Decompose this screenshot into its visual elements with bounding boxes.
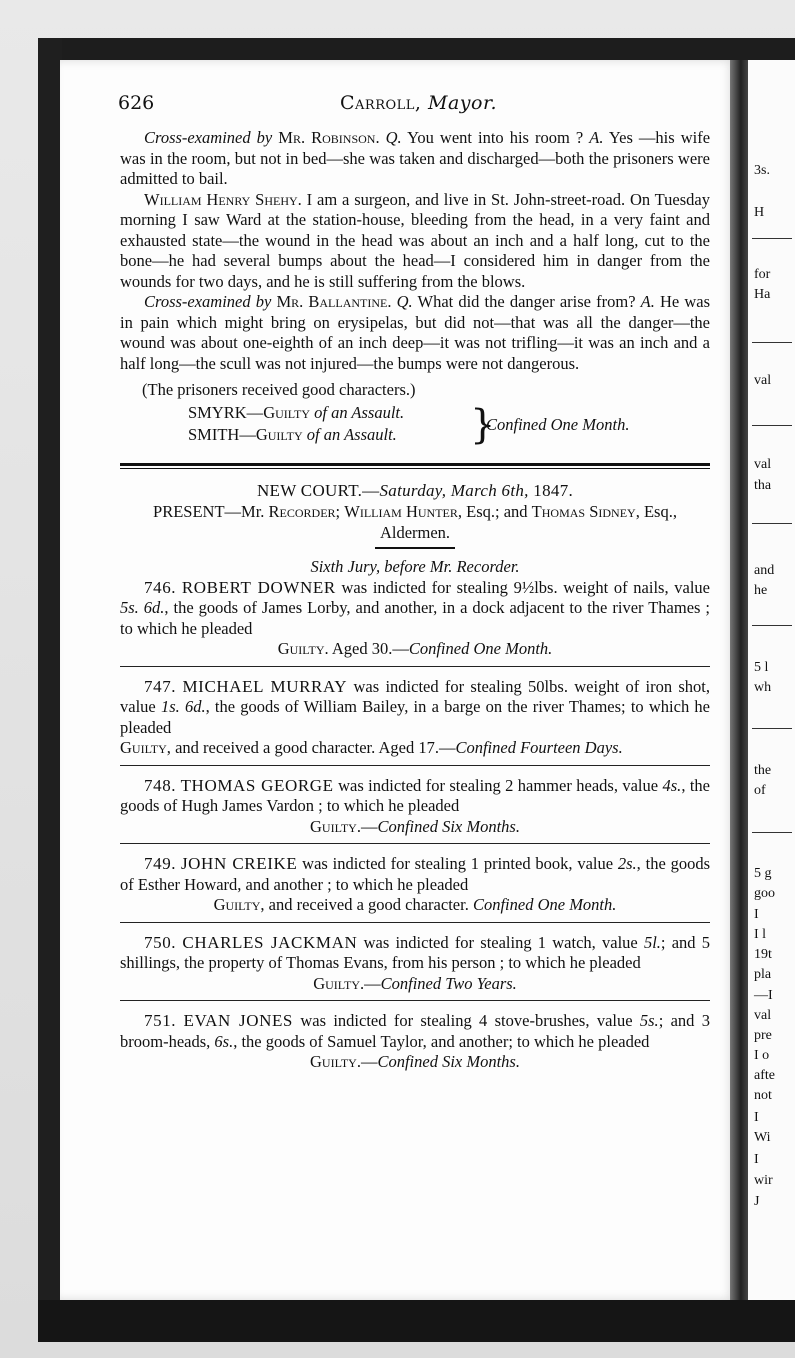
defendant-name: CHARLES JACKMAN [182, 932, 358, 952]
case-entry [120, 578, 710, 660]
case-number: 746. [144, 577, 177, 597]
offence-text: of an Assault. [314, 402, 405, 422]
indictment-text: was indicted for stealing 50lbs. weight of iron shot, value [120, 676, 711, 716]
facing-page-text: 5 g [754, 866, 772, 881]
indictment-text-continued: , the goods of Samuel Taylor, and another; to which he pleaded [233, 1031, 650, 1051]
answer-text: He was in pain which might bring on erysipelas, but did not—that was all the danger—the wound was about one-eighth of an inch deep—it was not trifling—it was an inch and a half long—the scull was not injured—the bumps were not dangerous. [120, 292, 711, 373]
defendant-name: EVAN JONES [183, 1011, 293, 1030]
guilty-label: Guilty [263, 402, 310, 422]
book-cover-top-edge [38, 38, 795, 62]
witness-testimony [120, 190, 710, 293]
page-header [118, 92, 718, 118]
case-text [120, 933, 710, 974]
facing-page-text: Wi [754, 1130, 771, 1145]
book-cover-left-edge [38, 38, 62, 1338]
counsel-name: Mr. Ballantine. [276, 292, 392, 311]
cross-exam-label: Cross-examined by [144, 128, 273, 147]
book-gutter [730, 60, 748, 1300]
answer-text: Yes —his wife was in the room, but not in bed—she was taken and discharged—both the prisoners were admitted to bail. [120, 128, 711, 188]
facing-page-text: 19t [754, 947, 772, 962]
verdict-smyrk [188, 403, 404, 424]
facing-page-text: pre [754, 1028, 772, 1043]
facing-page-text: I l [754, 927, 767, 942]
indictment-text-continued: ; and 5 shillings, the property of Thomas Evans, from his person ; to which he pleaded [120, 932, 711, 972]
sentence-text: Confined Six Months. [377, 816, 520, 836]
facing-page-text: he [754, 583, 768, 598]
facing-page-text: J [754, 1194, 760, 1209]
answer-marker: A. [640, 292, 655, 311]
cross-examination-ballantine [120, 292, 710, 374]
cross-exam-label: Cross-examined by [144, 292, 272, 311]
case-number: 748. [144, 775, 177, 795]
case-verdict [120, 639, 710, 660]
sentence-text: Confined Six Months. [377, 1052, 520, 1071]
sentence-text: Confined One Month. [408, 639, 553, 658]
case-entry [120, 1011, 710, 1073]
question-text: What did the danger arise from? [417, 292, 636, 311]
facing-page-text: I [754, 907, 759, 922]
guilty-label: Guilty. [310, 1052, 361, 1071]
case-divider [120, 1000, 710, 1001]
question-marker: Q. [396, 292, 413, 311]
facing-page-text: tha [754, 478, 772, 493]
short-divider [375, 547, 455, 549]
facing-page-text: Ha [754, 287, 771, 302]
running-title [340, 92, 497, 114]
page-number: 626 [118, 92, 155, 114]
case-entry [120, 677, 710, 759]
defendant-name: SMYRK— [188, 402, 264, 422]
stolen-value: 5s. 6d. [120, 598, 165, 617]
facing-page-text: val [754, 457, 772, 472]
recorder-title: Recorder; [268, 502, 341, 521]
indictment-text-continued: , the goods of Hugh James Vardon ; to which he pleaded [120, 775, 711, 815]
case-divider [120, 765, 710, 766]
characters-note: (The prisoners received good characters.) [142, 380, 416, 399]
stolen-value: 5s. [639, 1011, 659, 1030]
question-text: You went into his room ? [407, 128, 584, 147]
indictment-text: was indicted for stealing 1 watch, value [363, 932, 638, 952]
facing-page-text: pla [754, 967, 772, 982]
case-divider [120, 843, 710, 844]
facing-page-rule [752, 625, 792, 626]
facing-page-text: for [754, 267, 771, 282]
stolen-value: 2s. [617, 854, 637, 873]
facing-page-fragment [748, 60, 795, 1300]
facing-page-rule [752, 238, 792, 239]
facing-page-rule [752, 728, 792, 729]
present-line [120, 501, 710, 543]
stolen-value: 1s. 6d. [160, 697, 206, 716]
defendant-name: MICHAEL MURRAY [182, 676, 348, 696]
counsel-name: Mr. Robinson. [278, 128, 380, 147]
verdict-text: Aged 30.— [331, 639, 409, 658]
facing-page-text: the [754, 763, 772, 778]
case-text [120, 1011, 710, 1052]
alderman-name: William Hunter, [344, 502, 462, 521]
page-content [120, 128, 710, 1073]
defendant-name: ROBERT DOWNER [181, 577, 336, 597]
facing-page-rule [752, 425, 792, 426]
verdict-text: and received a good character. Aged 17.— [175, 738, 456, 757]
case-entry [120, 854, 710, 916]
joint-verdict [120, 403, 710, 449]
indictment-text: was indicted for stealing 1 printed book, value [302, 854, 614, 873]
case-divider [120, 666, 710, 667]
esq-text: Esq., Aldermen. [379, 502, 677, 542]
case-verdict [120, 738, 710, 759]
case-text [120, 677, 710, 739]
court-name: NEW COURT.— [256, 480, 380, 500]
court-session-title [120, 481, 710, 502]
section-divider [120, 463, 710, 469]
facing-page-text: afte [754, 1068, 775, 1083]
case-number: 747. [144, 676, 177, 696]
facing-page-text: H [754, 205, 765, 220]
offence-text: of an Assault. [306, 424, 397, 444]
facing-page-text: I o [754, 1048, 770, 1063]
case-number: 751. [144, 1011, 177, 1030]
verdict-text: and received a good character. [268, 895, 469, 914]
indictment-text: was indicted for stealing 4 stove-brushes, value [300, 1011, 633, 1030]
running-title-name: Carroll, [340, 92, 422, 114]
case-entry [120, 933, 710, 995]
facing-page-rule [752, 342, 792, 343]
alderman-name: Thomas Sidney, [531, 502, 640, 521]
sentence-text: Confined Two Years. [380, 973, 517, 993]
esq-text: Esq.; and [466, 502, 528, 521]
case-text [120, 854, 710, 895]
indictment-text: was indicted for stealing 2 hammer heads, value [338, 775, 659, 795]
verdict-text: — [360, 1052, 378, 1071]
guilty-label: Guilty. [313, 973, 365, 993]
running-title-office: Mayor. [428, 92, 498, 114]
indictment-text-continued: ; and 3 broom-heads, [120, 1011, 711, 1051]
facing-page-rule [752, 523, 792, 524]
guilty-label: Guilty. [277, 639, 329, 658]
case-verdict [120, 817, 710, 838]
guilty-label: Guilty. [310, 816, 361, 836]
jury-line: Sixth Jury, before Mr. Recorder. [310, 557, 520, 576]
case-number: 749. [144, 854, 177, 873]
case-text [120, 776, 710, 817]
facing-page-text: and [754, 563, 775, 578]
case-verdict [120, 895, 710, 916]
indictment-text-continued: , the goods of William Bailey, in a barge on the river Thames; to which he pleaded [120, 697, 711, 737]
case-divider [120, 922, 710, 923]
question-marker: Q. [385, 128, 402, 147]
witness-name: William Henry Shehy. [144, 189, 302, 209]
indictment-text-continued: , the goods of James Lorby, and another, in a dock adjacent to the river Thames ; to which he pleaded [120, 598, 711, 638]
facing-page-rule [752, 832, 792, 833]
verdict-text: — [360, 816, 378, 836]
facing-page-text: —I [754, 988, 773, 1003]
indictment-text: was indicted for stealing 9½lbs. weight of nails, value [341, 577, 710, 597]
sentence-text: Confined Fourteen Days. [455, 738, 623, 757]
case-number: 750. [144, 932, 177, 952]
facing-page-text: 5 l [754, 660, 769, 675]
facing-page-text: not [754, 1088, 772, 1103]
facing-page-text: of [754, 783, 766, 798]
facing-page-text: val [754, 373, 772, 388]
guilty-label: Guilty [255, 424, 303, 444]
case-verdict [120, 974, 710, 995]
sentence-text: Confined One Month. [472, 895, 617, 914]
book-cover-bottom-edge [38, 1300, 795, 1342]
facing-page-text: 3s. [754, 163, 770, 178]
verdict-text: — [364, 973, 381, 993]
defendant-name: THOMAS GEORGE [180, 775, 334, 795]
defendant-name: SMITH— [188, 424, 256, 444]
case-text [120, 578, 710, 640]
case-entry [120, 776, 710, 838]
stolen-value: 5l. [643, 932, 661, 952]
present-label: PRESENT—Mr. [153, 502, 265, 521]
facing-page-text: goo [754, 886, 775, 901]
guilty-label: Guilty, [213, 895, 265, 914]
defendant-name: JOHN CREIKE [180, 854, 298, 873]
facing-page-text: wh [754, 680, 772, 695]
guilty-label: Guilty, [120, 738, 171, 757]
testimony-text: I am a surgeon, and live in St. John-street-road. On Tuesday morning I saw Ward at the station-house, bleeding from the head, in a very faint and exhausted state—the wound in the head was about an inch and a half long, cut to the bone—he had several bumps about the head—I considered him in danger from the wounds for two days, and he is still suffering from the blows. [120, 189, 710, 291]
facing-page-text: I [754, 1152, 759, 1167]
joint-sentence: Confined One Month. [486, 414, 630, 434]
cross-examination-robinson [120, 128, 710, 190]
session-date: Saturday, March 6th, [379, 480, 529, 500]
facing-page-text: wir [754, 1173, 773, 1188]
stolen-value: 6s. [214, 1031, 234, 1051]
indictment-text-continued: , the goods of Esther Howard, and another ; to which he pleaded [120, 854, 710, 894]
answer-marker: A. [589, 128, 604, 147]
facing-page-text: val [754, 1008, 772, 1023]
case-verdict [120, 1052, 710, 1073]
verdict-smith [188, 425, 397, 446]
brace-glyph: } [470, 401, 496, 448]
stolen-value: 4s. [662, 775, 682, 795]
facing-page-text: I [754, 1110, 759, 1125]
session-year: 1847. [533, 480, 574, 500]
